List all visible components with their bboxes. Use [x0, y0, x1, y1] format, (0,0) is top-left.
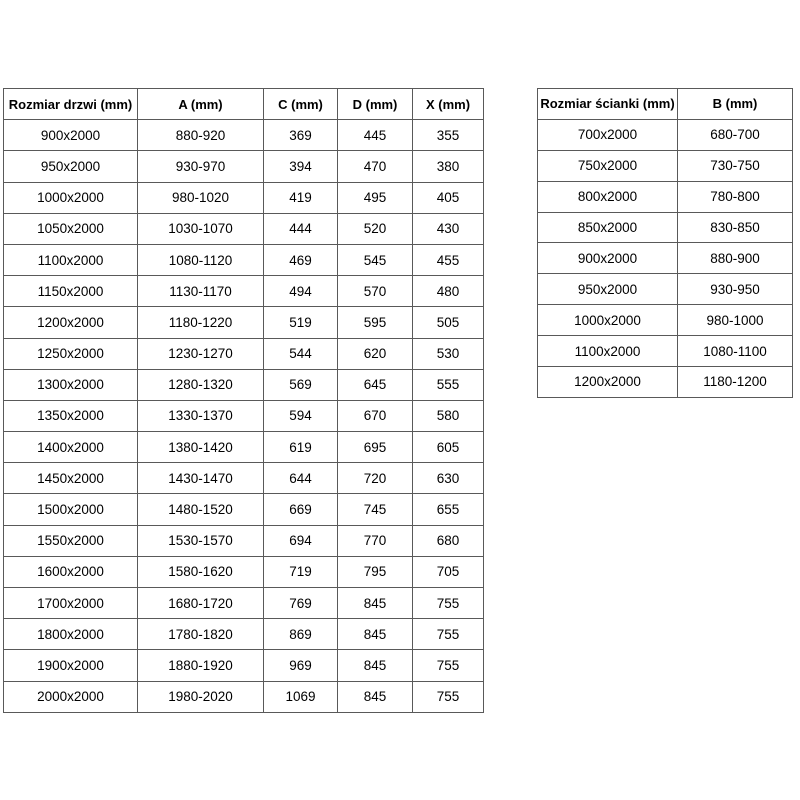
table-cell: 1800x2000	[4, 619, 138, 650]
table-cell: 1050x2000	[4, 213, 138, 244]
table-cell: 1080-1120	[138, 244, 264, 275]
table-cell: 750x2000	[538, 150, 678, 181]
table-cell: 1100x2000	[4, 244, 138, 275]
table-cell: 630	[413, 463, 484, 494]
table-cell: 669	[264, 494, 338, 525]
table-cell: 755	[413, 619, 484, 650]
table-row	[4, 619, 484, 650]
table-cell: 1200x2000	[538, 367, 678, 398]
table-cell: 1880-1920	[138, 650, 264, 681]
table-cell: 605	[413, 432, 484, 463]
table-cell: 444	[264, 213, 338, 244]
table-cell: 845	[338, 681, 413, 712]
header-cell: X (mm)	[413, 89, 484, 120]
table-cell: 900x2000	[538, 243, 678, 274]
table-cell: 1400x2000	[4, 432, 138, 463]
table-cell: 1480-1520	[138, 494, 264, 525]
table-cell: 1700x2000	[4, 588, 138, 619]
table-cell: 1280-1320	[138, 369, 264, 400]
table-cell: 1350x2000	[4, 400, 138, 431]
table-cell: 1330-1370	[138, 400, 264, 431]
table-cell: 845	[338, 619, 413, 650]
table-row	[4, 432, 484, 463]
table-row	[4, 276, 484, 307]
table-cell: 645	[338, 369, 413, 400]
table-cell: 419	[264, 182, 338, 213]
table-cell: 780-800	[678, 181, 793, 212]
table-row	[4, 463, 484, 494]
table-cell: 1450x2000	[4, 463, 138, 494]
table-cell: 1250x2000	[4, 338, 138, 369]
wall-size-table-header-row	[538, 89, 793, 120]
table-cell: 595	[338, 307, 413, 338]
table-row	[4, 400, 484, 431]
table-cell: 1130-1170	[138, 276, 264, 307]
table-cell: 930-970	[138, 151, 264, 182]
table-cell: 394	[264, 151, 338, 182]
table-row	[4, 588, 484, 619]
table-cell: 545	[338, 244, 413, 275]
table-cell: 950x2000	[4, 151, 138, 182]
table-cell: 769	[264, 588, 338, 619]
table-row	[538, 305, 793, 336]
table-cell: 900x2000	[4, 120, 138, 151]
table-cell: 555	[413, 369, 484, 400]
table-cell: 1550x2000	[4, 525, 138, 556]
table-cell: 880-900	[678, 243, 793, 274]
table-cell: 520	[338, 213, 413, 244]
table-row	[538, 243, 793, 274]
table-cell: 670	[338, 400, 413, 431]
table-row	[4, 556, 484, 587]
table-cell: 1100x2000	[538, 336, 678, 367]
table-cell: 719	[264, 556, 338, 587]
table-cell: 1030-1070	[138, 213, 264, 244]
header-cell: Rozmiar ścianki (mm)	[538, 89, 678, 120]
table-cell: 1680-1720	[138, 588, 264, 619]
table-cell: 455	[413, 244, 484, 275]
table-cell: 380	[413, 151, 484, 182]
table-row	[538, 274, 793, 305]
table-cell: 494	[264, 276, 338, 307]
table-cell: 505	[413, 307, 484, 338]
table-cell: 980-1000	[678, 305, 793, 336]
table-cell: 1000x2000	[4, 182, 138, 213]
wall-size-table	[537, 88, 793, 398]
table-cell: 470	[338, 151, 413, 182]
table-cell: 1980-2020	[138, 681, 264, 712]
table-cell: 845	[338, 650, 413, 681]
table-cell: 1600x2000	[4, 556, 138, 587]
table-cell: 1780-1820	[138, 619, 264, 650]
door-size-table	[3, 88, 484, 713]
table-cell: 1530-1570	[138, 525, 264, 556]
table-cell: 2000x2000	[4, 681, 138, 712]
table-cell: 795	[338, 556, 413, 587]
table-row	[4, 244, 484, 275]
table-cell: 969	[264, 650, 338, 681]
table-cell: 770	[338, 525, 413, 556]
table-cell: 570	[338, 276, 413, 307]
table-cell: 1430-1470	[138, 463, 264, 494]
table-cell: 755	[413, 588, 484, 619]
table-cell: 680-700	[678, 119, 793, 150]
table-cell: 830-850	[678, 212, 793, 243]
table-cell: 745	[338, 494, 413, 525]
table-cell: 1150x2000	[4, 276, 138, 307]
table-cell: 369	[264, 120, 338, 151]
table-row	[4, 681, 484, 712]
table-row	[4, 307, 484, 338]
table-cell: 1900x2000	[4, 650, 138, 681]
table-cell: 544	[264, 338, 338, 369]
table-row	[4, 182, 484, 213]
table-cell: 1180-1220	[138, 307, 264, 338]
table-cell: 1580-1620	[138, 556, 264, 587]
table-row	[538, 181, 793, 212]
table-cell: 495	[338, 182, 413, 213]
header-cell: Rozmiar drzwi (mm)	[4, 89, 138, 120]
table-cell: 950x2000	[538, 274, 678, 305]
table-cell: 480	[413, 276, 484, 307]
table-cell: 1230-1270	[138, 338, 264, 369]
table-cell: 530	[413, 338, 484, 369]
table-cell: 930-950	[678, 274, 793, 305]
table-cell: 519	[264, 307, 338, 338]
table-row	[538, 119, 793, 150]
table-cell: 880-920	[138, 120, 264, 151]
table-cell: 1180-1200	[678, 367, 793, 398]
table-row	[4, 151, 484, 182]
table-cell: 1080-1100	[678, 336, 793, 367]
table-row	[4, 369, 484, 400]
table-cell: 720	[338, 463, 413, 494]
table-cell: 594	[264, 400, 338, 431]
table-cell: 1380-1420	[138, 432, 264, 463]
table-cell: 700x2000	[538, 119, 678, 150]
table-cell: 755	[413, 681, 484, 712]
table-cell: 469	[264, 244, 338, 275]
table-row	[4, 494, 484, 525]
table-cell: 355	[413, 120, 484, 151]
table-cell: 980-1020	[138, 182, 264, 213]
table-cell: 695	[338, 432, 413, 463]
table-row	[538, 212, 793, 243]
table-cell: 730-750	[678, 150, 793, 181]
table-row	[4, 650, 484, 681]
table-cell: 1069	[264, 681, 338, 712]
table-cell: 1300x2000	[4, 369, 138, 400]
door-size-table-header-row	[4, 89, 484, 120]
table-cell: 580	[413, 400, 484, 431]
table-cell: 850x2000	[538, 212, 678, 243]
table-cell: 845	[338, 588, 413, 619]
table-cell: 445	[338, 120, 413, 151]
header-cell: A (mm)	[138, 89, 264, 120]
table-cell: 755	[413, 650, 484, 681]
table-cell: 705	[413, 556, 484, 587]
table-cell: 869	[264, 619, 338, 650]
table-row	[538, 367, 793, 398]
table-row	[4, 525, 484, 556]
header-cell: D (mm)	[338, 89, 413, 120]
table-row	[538, 150, 793, 181]
table-row	[4, 213, 484, 244]
header-cell: C (mm)	[264, 89, 338, 120]
table-cell: 655	[413, 494, 484, 525]
table-cell: 1500x2000	[4, 494, 138, 525]
header-cell: B (mm)	[678, 89, 793, 120]
table-cell: 694	[264, 525, 338, 556]
table-cell: 405	[413, 182, 484, 213]
table-cell: 1200x2000	[4, 307, 138, 338]
table-cell: 680	[413, 525, 484, 556]
table-cell: 620	[338, 338, 413, 369]
table-cell: 619	[264, 432, 338, 463]
table-cell: 644	[264, 463, 338, 494]
table-row	[4, 338, 484, 369]
table-row	[538, 336, 793, 367]
table-row	[4, 120, 484, 151]
table-cell: 430	[413, 213, 484, 244]
table-cell: 569	[264, 369, 338, 400]
table-cell: 800x2000	[538, 181, 678, 212]
table-cell: 1000x2000	[538, 305, 678, 336]
